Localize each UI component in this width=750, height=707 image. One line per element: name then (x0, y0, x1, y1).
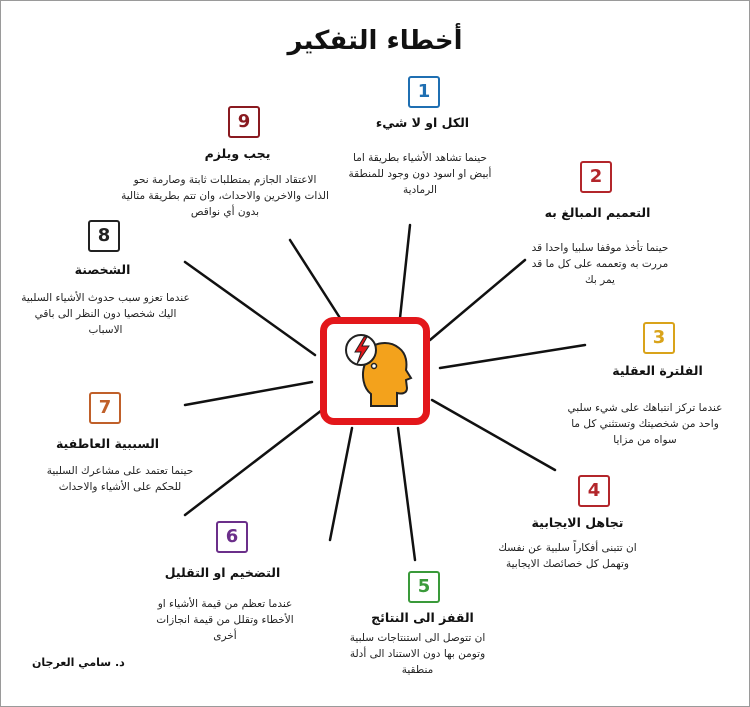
item-9-heading: يجب ويلزم (204, 146, 271, 161)
item-5-heading: القفز الى النتائج (371, 610, 474, 625)
author-credit: د. سامي العرجان (32, 656, 125, 669)
connector-9 (185, 262, 315, 355)
item-3-number: 3 (643, 322, 675, 354)
item-2-heading: التعميم المبالغ به (544, 205, 651, 220)
center-icon-frame (320, 317, 430, 425)
item-9-number: 9 (228, 106, 260, 138)
item-1-number: 1 (408, 76, 440, 108)
item-5-number: 5 (408, 571, 440, 603)
item-1-heading: الكل او لا شيء (375, 115, 470, 130)
head-lightning-icon (327, 324, 423, 418)
item-3-heading: الفلترة العقلية (612, 363, 703, 378)
item-9-description: الاعتقاد الجازم بمتطلبات ثابتة وصارمة نحو الذات والاخرين والاحداث، وان تتم بطريقة مثالية بدون أي نواقص (121, 174, 329, 218)
item-2-description: حينما تأخذ موقفا سلبيا واحدا قد مررت به وتعممه على كل ما قد يمر بك (531, 242, 669, 286)
connector-1 (400, 225, 410, 318)
item-3-description: عندما تركز انتباهك على شيء سلبي واحد من شخصيتك وتستثني كل ما سواه من مزايا (567, 402, 723, 446)
connector-7 (185, 410, 322, 515)
connector-8 (185, 382, 312, 405)
item-4-description: ان تتبنى أفكاراً سلبية عن نفسك وتهمل كل خصائصك الايجابية (498, 542, 637, 570)
item-7-description: حينما تعتمد على مشاعرك السلبية للحكم على الأشياء والاحداث (46, 465, 194, 493)
connector-2 (430, 260, 525, 340)
item-8-description: عندما تعزو سبب حدوث الأشياء السلبية اليك شخصيا دون النظر الى باقي الاسباب (21, 292, 190, 336)
item-8-number: 8 (88, 220, 120, 252)
connector-5 (398, 428, 415, 560)
page-title: أخطاء التفكير (287, 26, 463, 56)
item-7-heading: السببية العاطفية (55, 436, 160, 451)
item-4-heading: تجاهل الايجابية (531, 515, 624, 530)
item-8-heading: الشخصنة (74, 262, 131, 277)
item-6-heading: التضخيم او التقليل (164, 565, 281, 580)
connector-4 (432, 400, 555, 470)
connector-3 (440, 345, 585, 368)
connector-10 (290, 240, 340, 318)
item-2-number: 2 (580, 161, 612, 193)
connector-6 (330, 428, 352, 540)
item-6-number: 6 (216, 521, 248, 553)
item-7-number: 7 (89, 392, 121, 424)
item-5-description: ان تتوصل الى استنتاجات سلبية وتومن بها دون الاستناد الى أدلة منطقية (349, 632, 486, 676)
item-4-number: 4 (578, 475, 610, 507)
item-1-description: حينما تشاهد الأشياء بطريقة اما أبيض او اسود دون وجود للمنطقة الرمادية (348, 152, 492, 196)
item-6-description: عندما تعظم من قيمة الأشياء او الأخطاء وتقلل من قيمة انجازات أخرى (156, 598, 294, 642)
